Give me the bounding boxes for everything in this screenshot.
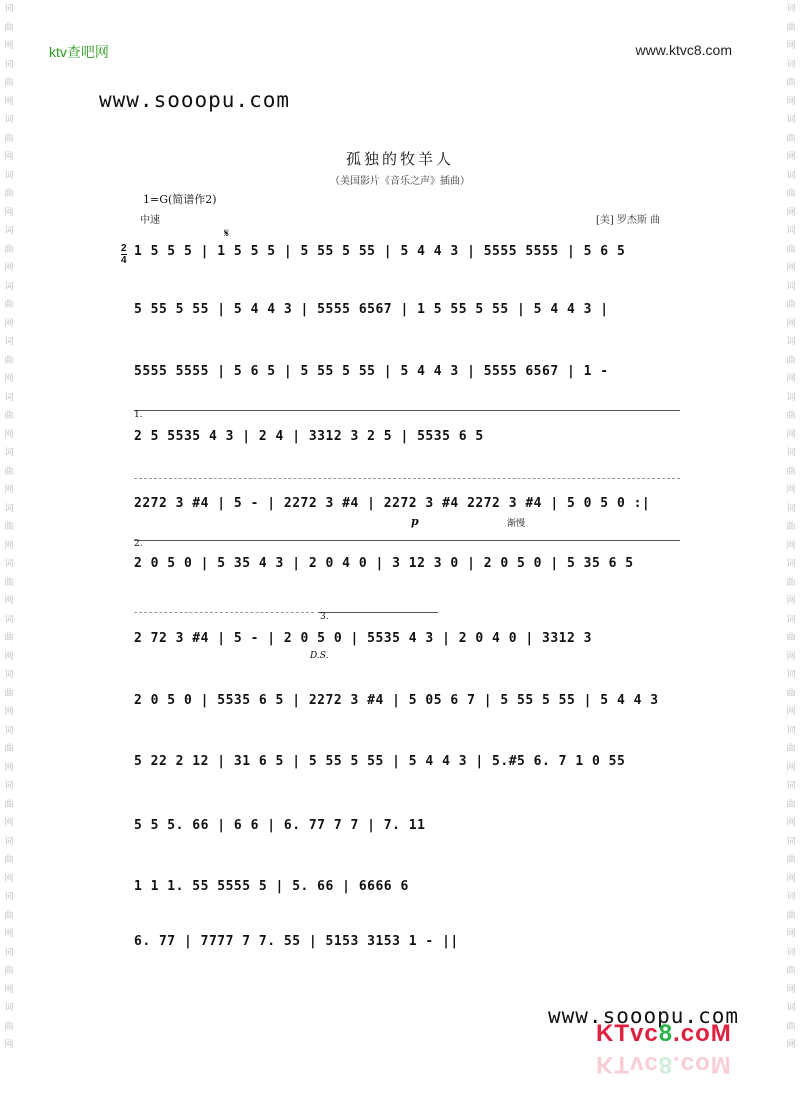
logo-text-red-2: .coM <box>673 1020 732 1047</box>
time-signature-top: 2 <box>121 243 127 254</box>
side-watermark-right: 词曲网词曲网词曲网词曲网词曲网词曲网词曲网词曲网词曲网词曲网词曲网词曲网词曲网词曲网词曲网词曲网词曲网词曲网词曲网 <box>786 4 796 1050</box>
score-row-12: 6. 77 | 7777 7 7. 55 | 5153 3153 1 - || <box>134 934 459 949</box>
score-title: 孤独的牧羊人 <box>345 150 454 168</box>
time-signature <box>121 243 127 266</box>
volta-label-3: 3. <box>320 612 329 622</box>
composer-credit: [美] 罗杰斯 曲 <box>596 215 661 226</box>
logo-reflection-red: KTvc <box>596 1051 659 1078</box>
volta-bracket-2 <box>134 540 680 542</box>
score-row-5: 2272 3 #4 | 5 - | 2272 3 #4 | 2272 3 #4 2272 3 #4 | 5 0 5 0 :| <box>134 496 651 511</box>
segno-icon: 𝄋 <box>224 226 230 240</box>
side-watermark-left: 词曲网词曲网词曲网词曲网词曲网词曲网词曲网词曲网词曲网词曲网词曲网词曲网词曲网词曲网词曲网词曲网词曲网词曲网词曲网 <box>4 4 14 1050</box>
logo-reflection-red-2: .coM <box>673 1051 732 1078</box>
time-signature-bottom: 4 <box>121 255 127 266</box>
continuation-line-2 <box>134 612 314 614</box>
score-row-1: 1 5 5 5 | 1 5 5 5 | 5 55 5 55 | 5 4 4 3 | 5555 5555 | 5 6 5 <box>134 244 626 259</box>
watermark-url-bottom: www.sooopu.com <box>548 1004 740 1028</box>
score-row-6: 2 0 5 0 | 5 35 4 3 | 2 0 4 0 | 3 12 3 0 | 2 0 5 0 | 5 35 6 5 <box>134 556 634 571</box>
dynamic-piano: p <box>411 515 419 528</box>
ktvc8-logo-reflection <box>596 1050 732 1078</box>
watermark-url-top: www.sooopu.com <box>99 88 291 112</box>
volta-bracket-1 <box>134 410 680 412</box>
score-row-9: 5 22 2 12 | 31 6 5 | 5 55 5 55 | 5 4 4 3 | 5.#5 6. 7 1 0 55 <box>134 754 626 769</box>
score-row-8: 2 0 5 0 | 5535 6 5 | 2272 3 #4 | 5 05 6 7 | 5 55 5 55 | 5 4 4 3 <box>134 693 659 708</box>
ktvc8-logo <box>596 1020 732 1048</box>
score-row-7: 2 72 3 #4 | 5 - | 2 0 5 0 | 5535 4 3 | 2 0 4 0 | 3312 3 <box>134 631 592 646</box>
logo-text-red: KTvc <box>596 1020 659 1047</box>
logo-text-green: 8 <box>658 1020 674 1047</box>
score-row-11: 1 1 1. 55 5555 5 | 5. 66 | 6666 6 <box>134 879 409 894</box>
logo-reflection-green: 8 <box>658 1051 674 1078</box>
volta-label-1: 1. <box>134 410 143 420</box>
score-row-3: 5555 5555 | 5 6 5 | 5 55 5 55 | 5 4 4 3 | 5555 6567 | 1 - <box>134 364 609 379</box>
key-signature: 1=G(简谱作2) <box>143 193 217 206</box>
ritardando-mark: 渐慢 <box>507 519 526 529</box>
score-row-2: 5 55 5 55 | 5 4 4 3 | 5555 6567 | 1 5 55 5 55 | 5 4 4 3 | <box>134 302 609 317</box>
tempo-marking: 中速 <box>140 215 160 226</box>
header-site-right[interactable]: www.ktvc8.com <box>635 42 732 58</box>
continuation-line <box>134 478 680 480</box>
score-row-10: 5 5 5. 66 | 6 6 | 6. 77 7 7 | 7. 11 <box>134 818 426 833</box>
header-site-left[interactable]: ktv查吧网 <box>49 44 109 60</box>
dal-segno-mark: D.S. <box>310 651 329 661</box>
volta-bracket-3 <box>318 612 438 614</box>
score-row-4: 2 5 5535 4 3 | 2 4 | 3312 3 2 5 | 5535 6 5 <box>134 429 484 444</box>
volta-label-2: 2. <box>134 539 143 549</box>
score-subtitle: （美国影片《音乐之声》插曲） <box>330 176 470 187</box>
